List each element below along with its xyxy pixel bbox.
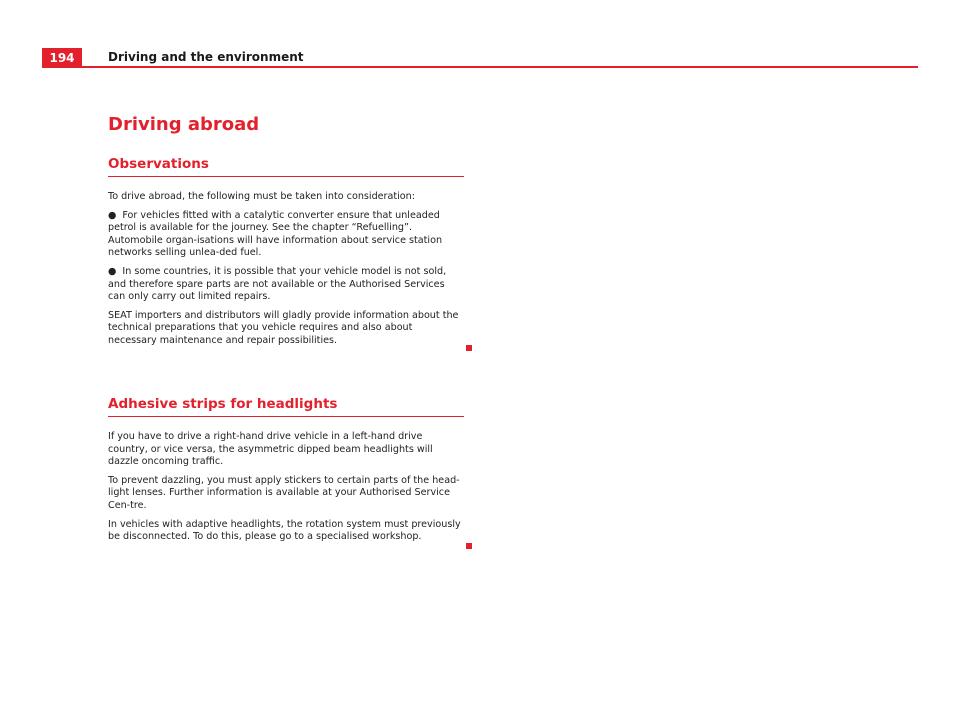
header-rule — [82, 66, 918, 68]
bullet-item — [108, 266, 464, 304]
paragraph: If you have to drive a right-hand drive vehicle in a left-hand drive country, or vice versa, the asymmetric dipped beam headlights will dazzle oncoming traffic. — [108, 431, 433, 468]
section-observations — [108, 156, 464, 354]
paragraph: In vehicles with adaptive headlights, the rotation system must previously be disconnected. To do this, please go to a specialised workshop. — [108, 518, 461, 543]
bullet-icon: ● — [108, 209, 117, 221]
section-heading-observations: Observations — [108, 156, 464, 177]
section-adhesive-strips — [108, 396, 464, 550]
closing-paragraph: SEAT importers and distributors will gladly provide information about the technical preparations that you vehicle requires and also about necessary maintenance and repair possibilities. — [108, 309, 459, 346]
intro-paragraph: To drive abroad, the following must be taken into consideration: — [108, 191, 415, 202]
end-of-section-icon — [466, 345, 472, 351]
bullet-text: For vehicles fitted with a catalytic converter ensure that unleaded petrol is available for the journey. See the chapter “Refuelling”. Automobile organ-isations will have information about service station networks selling unlea-ded fuel. — [108, 209, 443, 259]
section-body — [108, 431, 464, 544]
paragraph: To prevent dazzling, you must apply stickers to certain parts of the head-light lenses. Further information is available at your Authorised Service Cen-tre. — [108, 474, 460, 511]
page-number-badge: 194 — [42, 48, 82, 68]
bullet-text: In some countries, it is possible that your vehicle model is not sold, and therefore spare parts are not available or the Authorised Services can only carry out limited repairs. — [108, 265, 447, 303]
section-heading-adhesive-strips: Adhesive strips for headlights — [108, 396, 464, 417]
running-header-title: Driving and the environment — [108, 50, 304, 64]
bullet-item — [108, 210, 464, 260]
chapter-title: Driving abroad — [108, 114, 260, 135]
end-of-section-icon — [466, 543, 472, 549]
section-body — [108, 191, 464, 348]
bullet-icon: ● — [108, 265, 117, 277]
